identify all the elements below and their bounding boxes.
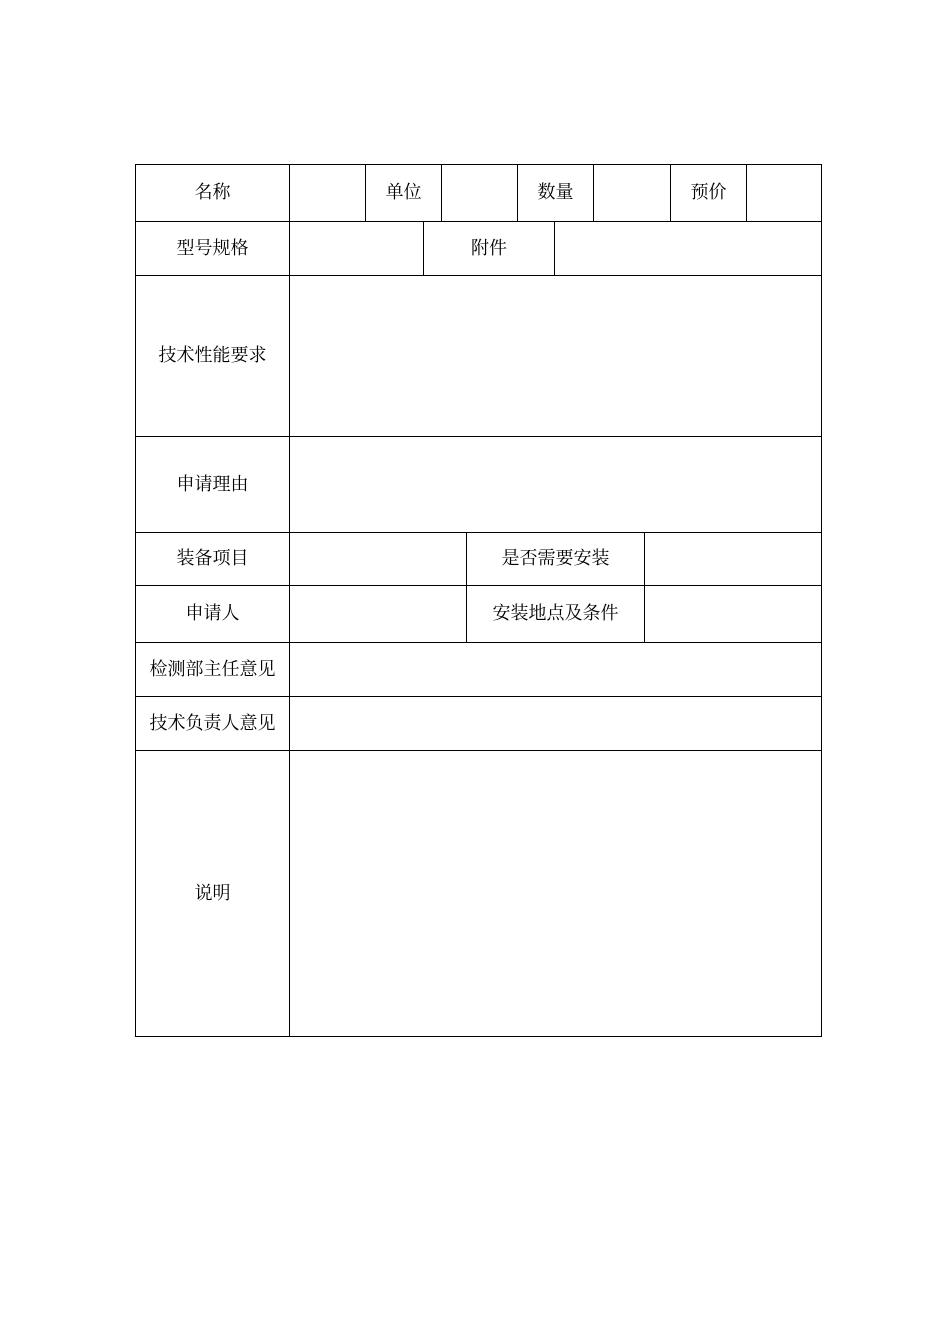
equipment-item-label: 装备项目: [136, 533, 290, 586]
install-required-label: 是否需要安装: [467, 533, 645, 586]
quantity-field[interactable]: [594, 165, 671, 222]
equipment-item-field[interactable]: [290, 533, 467, 586]
name-label: 名称: [136, 165, 290, 222]
model-spec-label: 型号规格: [136, 222, 290, 276]
dept-director-opinion-field[interactable]: [290, 643, 821, 697]
applicant-field[interactable]: [290, 586, 467, 643]
equipment-request-form: [135, 164, 822, 1037]
install-location-label: 安装地点及条件: [467, 586, 645, 643]
tech-performance-field[interactable]: [290, 276, 821, 437]
model-spec-field[interactable]: [290, 222, 424, 276]
name-field[interactable]: [290, 165, 366, 222]
budget-price-label: 预价: [671, 165, 747, 222]
tech-leader-opinion-field[interactable]: [290, 697, 821, 751]
reason-label: 申请理由: [136, 437, 290, 533]
budget-price-field[interactable]: [747, 165, 821, 222]
applicant-label: 申请人: [136, 586, 290, 643]
notes-label: 说明: [136, 751, 290, 1036]
install-location-field[interactable]: [645, 586, 821, 643]
quantity-label: 数量: [518, 165, 594, 222]
tech-leader-opinion-label: 技术负责人意见: [136, 697, 290, 751]
reason-field[interactable]: [290, 437, 821, 533]
install-required-field[interactable]: [645, 533, 821, 586]
notes-field[interactable]: [290, 751, 821, 1036]
tech-performance-label: 技术性能要求: [136, 276, 290, 437]
accessories-label: 附件: [424, 222, 555, 276]
dept-director-opinion-label: 检测部主任意见: [136, 643, 290, 697]
unit-field[interactable]: [442, 165, 518, 222]
unit-label: 单位: [366, 165, 442, 222]
accessories-field[interactable]: [555, 222, 821, 276]
